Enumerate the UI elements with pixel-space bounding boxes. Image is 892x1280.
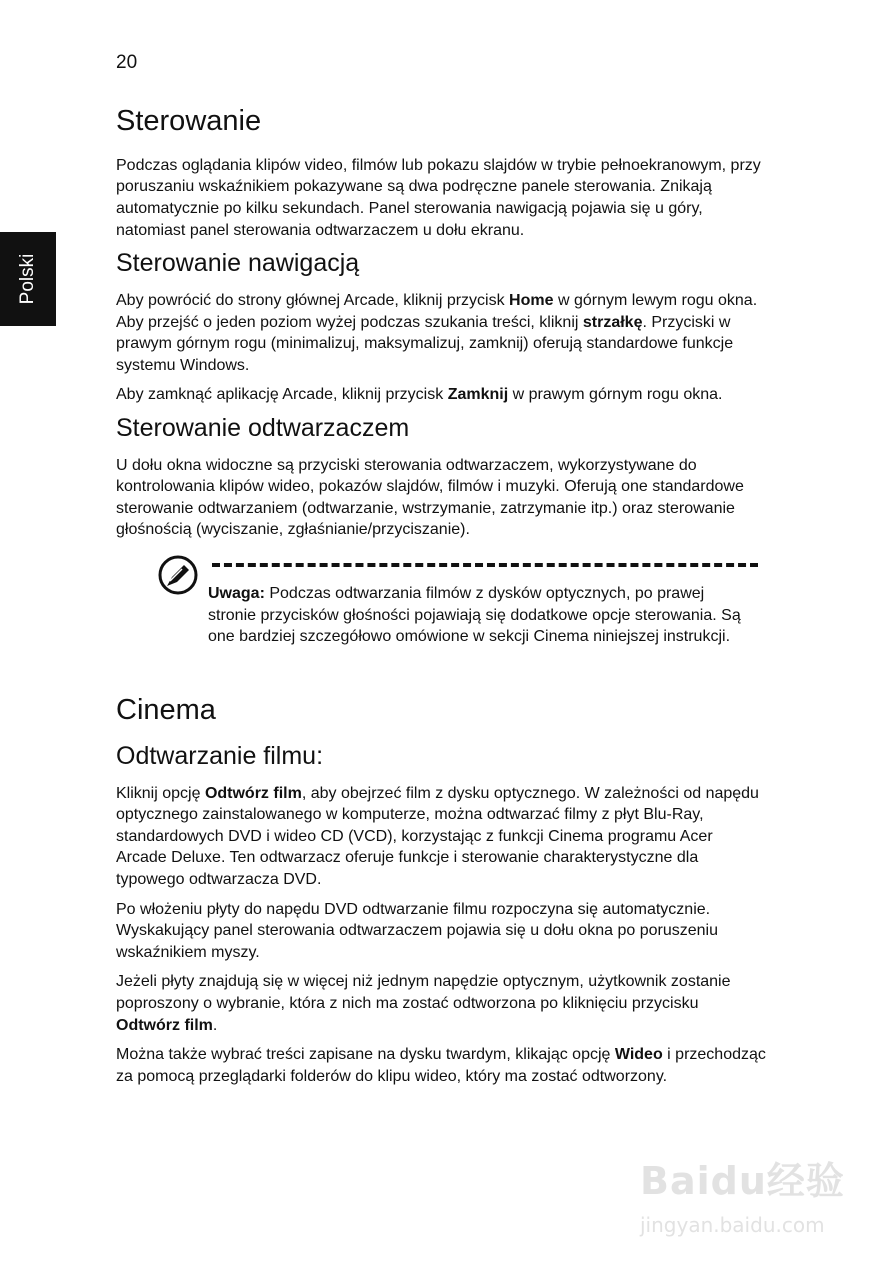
nawigacja-paragraph-1: Aby powrócić do strony głównej Arcade, kliknij przycisk Home w górnym lewym rogu okna. Aby przejść o jeden poziom wyżej podczas szukania treści, kliknij strzałkę. Przyciski w prawym górnym rogu (minimalizuj, maksymalizuj, zamknij) oferują standardowe funkcje systemu Windows. [116, 291, 758, 374]
arrow-term: strzałkę [582, 313, 643, 331]
language-tab-label: Polski [17, 253, 38, 305]
subsection-title-nawigacja: Sterowanie nawigacją [116, 249, 360, 278]
baidu-watermark [640, 1150, 860, 1250]
note-divider [212, 563, 758, 567]
play-film-term-2: Odtwórz film [116, 1016, 213, 1034]
language-tab [0, 232, 56, 326]
section-title-cinema: Cinema [116, 694, 216, 727]
video-term: Wideo [614, 1046, 663, 1064]
watermark-logo: Baidu经验 [640, 1159, 845, 1203]
sterowanie-intro: Podczas oglądania klipów video, filmów lub pokazu slajdów w trybie pełnoekranowym, przy poruszaniu wskaźnikiem pokazywane są dwa podręczne panele sterowania. Znikają automatycznie po kilku sekundach. Panel sterowania nawigacją pojawia się u góry, natomiast panel sterowania odtwarzaczem u dołu ekranu. [116, 156, 761, 239]
section-title-sterowanie: Sterowanie [116, 105, 262, 137]
page-number: 20 [116, 52, 138, 73]
page-content [116, 104, 766, 1095]
close-term: Zamknij [447, 386, 509, 404]
odtwarzacz-paragraph: U dołu okna widoczne są przyciski sterowania odtwarzaczem, wykorzystywane do kontrolowania klipów wideo, pokazów slajdów, filmów i muzyki. Oferują one standardowe sterowanie odtwarzaniem (odtwarzanie, wstrzymanie, zatrzymanie itp.) oraz sterowanie głośnością (wyciszanie, zgłaśnianie/przyciszanie). [116, 456, 744, 539]
cinema-paragraph-4: Można także wybrać treści zapisane na dysku twardym, klikając opcję Wideo i przechodząc za pomocą przeglądarki folderów do klipu wideo, który ma zostać odtworzony. [116, 1046, 766, 1085]
note-text: Uwaga: Podczas odtwarzania filmów z dysków optycznych, po prawej stronie przycisków głośności pojawiają się dodatkowe opcje sterowania. Są one bardziej szczegółowo omówione w sekcji Cinema niniejszej instrukcji. [208, 585, 741, 646]
cinema-paragraph-2: Po włożeniu płyty do napędu DVD odtwarzanie filmu rozpoczyna się automatycznie. Wyskakujący panel sterowania odtwarzaczem pojawia się u dołu okna po poruszeniu wskaźnikiem myszy. [116, 900, 718, 961]
note-label: Uwaga: [208, 585, 265, 603]
watermark-url: jingyan.baidu.com [640, 1213, 825, 1237]
note-box [116, 555, 766, 675]
note-pen-icon [158, 555, 198, 595]
cinema-paragraph-3: Jeżeli płyty znajdują się w więcej niż jednym napędzie optycznym, użytkownik zostanie poproszony o wybranie, która z nich ma zostać odtworzona po kliknięciu przycisku Odtwórz film. [116, 973, 731, 1034]
play-film-term: Odtwórz film [204, 784, 302, 802]
home-term: Home [509, 291, 554, 309]
nawigacja-paragraph-2: Aby zamknąć aplikację Arcade, kliknij przycisk Zamknij w prawym górnym rogu okna. [116, 386, 723, 404]
subsection-title-odtwarzanie: Odtwarzanie filmu: [116, 741, 324, 770]
subsection-title-odtwarzacz: Sterowanie odtwarzaczem [116, 413, 410, 442]
cinema-paragraph-1: Kliknij opcję Odtwórz film, aby obejrzeć film z dysku optycznego. W zależności od napędu optycznego zainstalowanego w komputerze, można odtwarzać filmy z płyt Blu-Ray, standardowych DVD i wideo CD (VCD), korzystając z funkcji Cinema programu Acer Arcade Deluxe. Ten odtwarzacz oferuje funkcje i sterowanie charakterystyczne dla typowego odtwarzacza DVD. [116, 784, 759, 888]
